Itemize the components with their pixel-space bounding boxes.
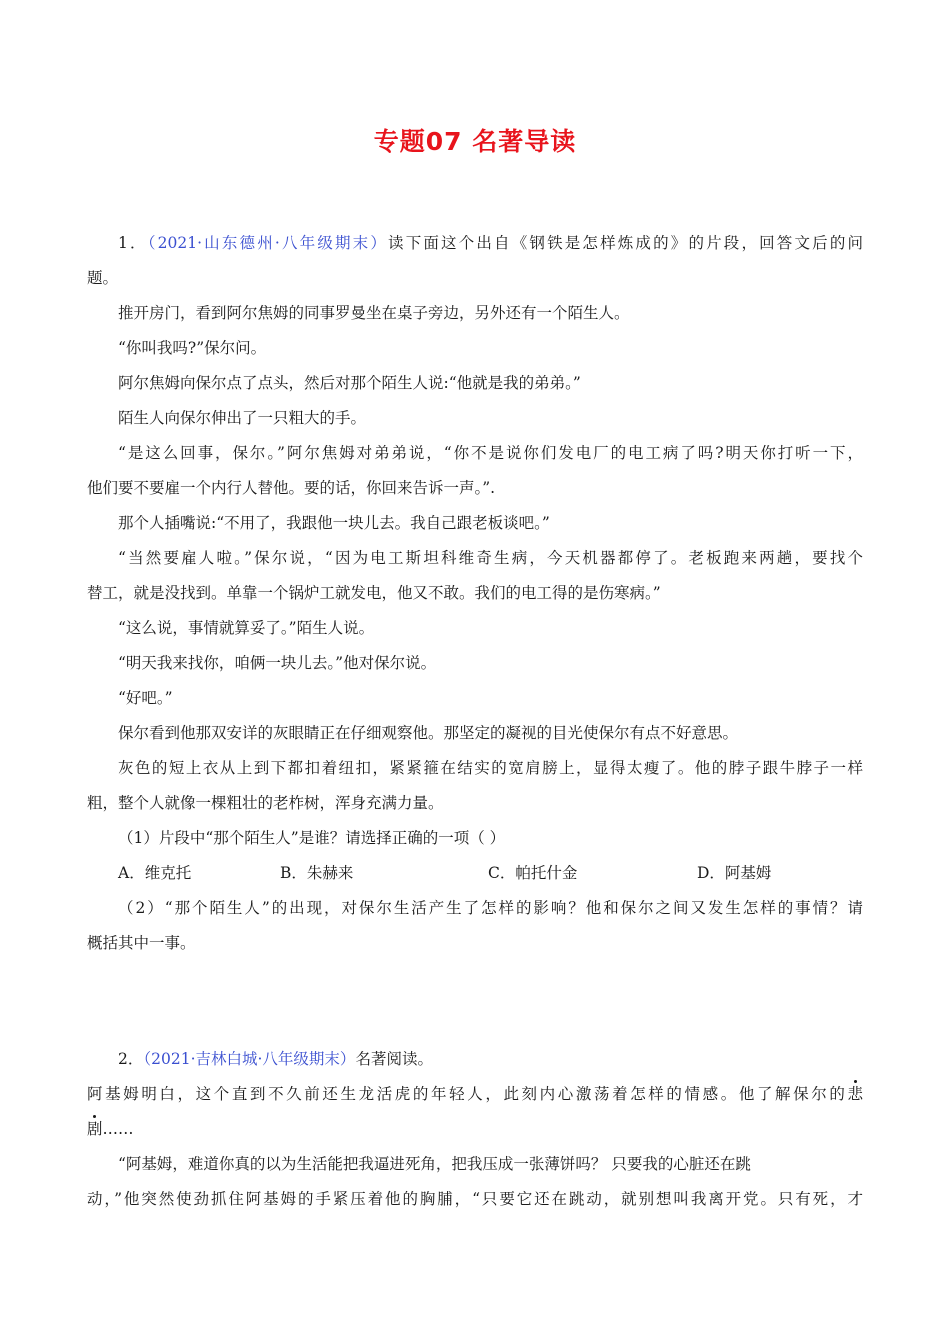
question-1 xyxy=(87,226,863,961)
q1-paragraph: “你叫我吗?”保尔问。 xyxy=(118,339,267,357)
option-a: A．维克托 xyxy=(118,864,192,882)
q1-subquestion-1: （1）片段中“那个陌生人”是谁？请选择正确的一项（ ） xyxy=(118,829,506,847)
q1-paragraph-12-line-2: 粗，整个人就像一棵粗壮的老柞树，浑身充满力量。 xyxy=(87,794,444,812)
question-2 xyxy=(87,1042,863,1217)
q1-options xyxy=(118,856,863,891)
option-c: C．帕托什金 xyxy=(488,864,578,882)
q2-paragraph-1-line-1 xyxy=(87,1077,863,1112)
page-title: 专题07 名著导读 xyxy=(373,127,577,156)
q2-paragraph-1-ellipsis: …… xyxy=(102,1120,134,1138)
q2-paragraph-1-line-2 xyxy=(87,1112,863,1147)
q1-intro xyxy=(87,226,863,261)
q2-paragraph-2-line-2: 动，”他突然使劲抓住阿基姆的手紧压着他的胸脯，“只要它还在跳动，就别想叫我离开党。只有死，才 xyxy=(87,1190,863,1208)
emphasis-mark: 剧 xyxy=(87,1112,103,1147)
q1-paragraph-11: 保尔看到他那双安详的灰眼睛正在仔细观察他。那坚定的凝视的目光使保尔有点不好意思。 xyxy=(118,724,739,742)
emphasis-mark: 悲 xyxy=(847,1077,863,1112)
q1-paragraph-9: “明天我来找你，咱俩一块儿去。”他对保尔说。 xyxy=(118,654,437,672)
q1-subquestion-2-line-2: 概括其中一事。 xyxy=(87,934,196,952)
q2-paragraph-1-text: 阿基姆明白，这个直到不久前还生龙活虎的年轻人，此刻内心激荡着怎样的情感。他了解保尔的 xyxy=(87,1085,848,1103)
q1-paragraph-10: “好吧。” xyxy=(118,689,173,707)
q1-paragraph-7-line-2: 替工，就是没找到。单靠一个锅炉工就发电，他又不敢。我们的电工得的是伤寒病。” xyxy=(87,584,661,602)
q1-paragraph: 推开房门，看到阿尔焦姆的同事罗曼坐在桌子旁边，另外还有一个陌生人。 xyxy=(118,304,630,322)
q1-intro-cont: 题。 xyxy=(87,269,119,287)
option-d: D．阿基姆 xyxy=(697,864,772,882)
q1-paragraph: 陌生人向保尔伸出了一只粗大的手。 xyxy=(118,409,367,427)
q1-number: 1． xyxy=(118,234,148,252)
q1-paragraph-7-line-1: “当然要雇人啦。”保尔说，“因为电工斯坦科维奇生病，今天机器都停了。老板跑来两趟，要找个 xyxy=(118,549,863,567)
q1-subquestion-2-line-1: （2）“那个陌生人”的出现，对保尔生活产生了怎样的影响？他和保尔之间又发生怎样的事情？请 xyxy=(118,899,863,917)
q2-intro xyxy=(87,1042,863,1077)
q2-paragraph-2-line-1: “阿基姆，难道你真的以为生活能把我逼进死角，把我压成一张薄饼吗？ 只要我的心脏还在跳 xyxy=(118,1155,751,1173)
q1-source: （2021·山东德州·八年级期末） xyxy=(147,234,389,252)
option-b: B．朱赫来 xyxy=(280,864,354,882)
q1-paragraph-12-line-1: 灰色的短上衣从上到下都扣着纽扣，紧紧箍在结实的宽肩膀上，显得太瘦了。他的脖子跟牛脖子一样 xyxy=(118,759,863,777)
q1-paragraph-5-line-1: “是这么回事，保尔。”阿尔焦姆对弟弟说，“你不是说你们发电厂的电工病了吗?明天你打听一下， xyxy=(118,444,863,462)
q1-paragraph-5-line-2: 他们要不要雇一个内行人替他。要的话，你回来告诉一声。”. xyxy=(87,479,496,497)
q1-intro-text: 读下面这个出自《钢铁是怎样炼成的》的片段，回答文后的问 xyxy=(388,234,863,252)
q2-number: 2． xyxy=(118,1050,144,1068)
q1-paragraph-6: 那个人插嘴说:“不用了，我跟他一块儿去。我自己跟老板谈吧。” xyxy=(118,514,550,532)
q1-paragraph: 阿尔焦姆向保尔点了点头，然后对那个陌生人说:“他就是我的弟弟。” xyxy=(118,374,581,392)
q2-intro-text: 名著阅读。 xyxy=(355,1050,433,1068)
q2-source: （2021·吉林白城·八年级期末） xyxy=(143,1050,356,1068)
q1-paragraph-8: “这么说，事情就算妥了。”陌生人说。 xyxy=(118,619,375,637)
